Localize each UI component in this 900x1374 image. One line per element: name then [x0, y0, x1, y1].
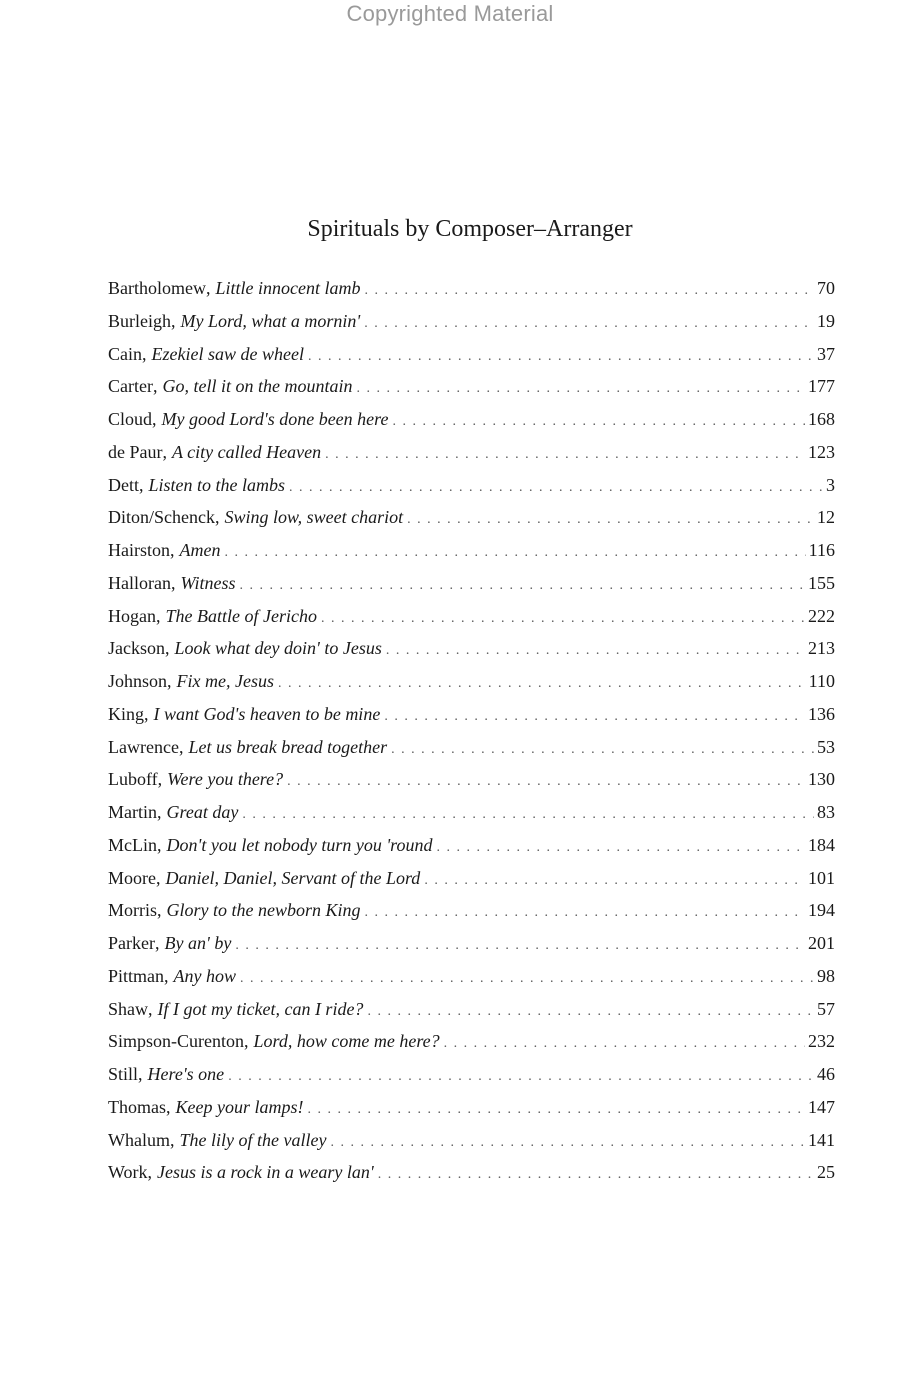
spiritual-title: Swing low, sweet chariot: [224, 507, 404, 528]
separator-comma: ,: [156, 867, 161, 888]
dot-leader: [242, 799, 814, 829]
separator-comma: ,: [205, 278, 211, 298]
dot-leader: [407, 504, 814, 534]
index-entry: [108, 993, 835, 1026]
dot-leader: [278, 668, 806, 698]
composer-name: Hairston: [108, 540, 170, 560]
page-number: 57: [817, 998, 835, 1019]
spiritual-title: Lord, how come me here?: [253, 1031, 440, 1052]
separator-comma: ,: [178, 736, 184, 757]
page-number: 98: [817, 965, 835, 986]
dot-leader: [384, 701, 805, 731]
dot-leader: [325, 439, 805, 469]
separator-comma: ,: [157, 769, 163, 790]
spiritual-title: Amen: [179, 540, 221, 560]
page-number: 184: [808, 834, 835, 855]
spiritual-title: By an' by: [164, 933, 232, 953]
copyright-watermark: Copyrighted Material: [346, 1, 554, 26]
composer-name: Shaw: [108, 998, 148, 1019]
spiritual-title: The lily of the valley: [179, 1129, 327, 1150]
index-entry: [108, 305, 835, 338]
index-entry: [108, 469, 835, 502]
spiritual-title: The Battle of Jericho: [165, 605, 317, 626]
spiritual-title: Jesus is a rock in a weary lan': [157, 1162, 374, 1183]
page-number: 168: [808, 409, 835, 429]
spiritual-title: A city called Heaven: [171, 441, 322, 462]
dot-leader: [356, 373, 805, 403]
index-entry: [108, 1025, 835, 1058]
spiritual-title: Listen to the lambs: [148, 474, 286, 495]
composer-name: Simpson-Curenton: [108, 1031, 245, 1052]
index-entry: [108, 338, 835, 371]
composer-name: King: [108, 703, 144, 724]
index-entry: [108, 436, 835, 469]
separator-comma: ,: [139, 474, 144, 495]
index-entry: [108, 862, 835, 895]
page-number: 116: [808, 540, 835, 560]
spiritual-title: Keep your lamps!: [175, 1096, 304, 1117]
composer-index-list: [108, 272, 835, 1189]
composer-name: Bartholomew: [108, 278, 206, 298]
spiritual-title: If I got my ticket, can I ride?: [157, 998, 364, 1019]
composer-name: Moore: [108, 867, 156, 888]
index-entry: [108, 1058, 835, 1091]
dot-leader: [424, 865, 805, 895]
composer-name: Cloud: [108, 409, 153, 429]
page-number: 147: [808, 1096, 835, 1117]
dot-leader: [364, 275, 814, 305]
spiritual-title: Fix me, Jesus: [176, 671, 274, 691]
page-number: 177: [808, 376, 835, 397]
separator-comma: ,: [170, 540, 175, 560]
dot-leader: [364, 308, 814, 338]
page-number: 136: [808, 703, 835, 724]
composer-name: Halloran: [108, 572, 171, 593]
separator-comma: ,: [169, 1129, 175, 1150]
index-entry: [108, 1156, 835, 1189]
composer-name: Still: [108, 1064, 139, 1084]
composer-name: Lawrence: [108, 736, 179, 757]
index-entry: [108, 665, 835, 698]
dot-leader: [235, 930, 805, 960]
spiritual-title: Let us break bread together: [188, 736, 388, 757]
spiritual-title: Don't you let nobody turn you 'round: [166, 834, 433, 855]
separator-comma: ,: [148, 998, 153, 1019]
dot-leader: [287, 766, 805, 796]
index-entry: [108, 763, 835, 796]
page-number: 232: [808, 1031, 835, 1052]
separator-comma: ,: [154, 933, 160, 953]
composer-name: Diton/Schenck: [108, 507, 215, 528]
spiritual-title: Daniel, Daniel, Servant of the Lord: [165, 867, 421, 888]
page-number: 53: [817, 736, 835, 757]
separator-comma: ,: [164, 965, 169, 986]
dot-leader: [240, 570, 806, 600]
spiritual-title: Any how: [173, 965, 237, 986]
index-entry: [108, 567, 835, 600]
index-entry: [108, 1124, 835, 1157]
page-number: 3: [826, 474, 835, 495]
composer-name: Jackson: [108, 638, 165, 659]
separator-comma: ,: [170, 572, 176, 593]
dot-leader: [289, 472, 823, 502]
spiritual-title: Here's one: [147, 1064, 225, 1084]
page-number: 25: [817, 1162, 835, 1183]
dot-leader: [386, 635, 805, 665]
composer-name: McLin: [108, 834, 157, 855]
page-number: 83: [817, 802, 835, 822]
separator-comma: ,: [157, 900, 162, 921]
dot-leader: [367, 996, 814, 1026]
composer-name: Whalum: [108, 1129, 170, 1150]
separator-comma: ,: [138, 1064, 143, 1084]
composer-name: Work: [108, 1162, 148, 1183]
index-entry: [108, 960, 835, 993]
spiritual-title: Go, tell it on the mountain: [162, 376, 353, 397]
spiritual-title: I want God's heaven to be mine: [153, 703, 381, 724]
page-number: 130: [808, 769, 835, 790]
page-number: 70: [817, 278, 835, 298]
spiritual-title: Were you there?: [167, 769, 284, 790]
index-entry: [108, 370, 835, 403]
page-number: 194: [808, 900, 835, 921]
composer-name: Martin: [108, 802, 157, 822]
page-number: 101: [808, 867, 835, 888]
page-number: 19: [817, 310, 835, 331]
spiritual-title: My good Lord's done been here: [161, 409, 389, 429]
spiritual-title: Look what dey doin' to Jesus: [174, 638, 382, 659]
page-number: 155: [808, 572, 835, 593]
composer-name: Luboff: [108, 769, 158, 790]
spiritual-title: Ezekiel saw de wheel: [151, 343, 304, 364]
index-entry: [108, 796, 835, 829]
dot-leader: [444, 1028, 805, 1058]
index-entry: [108, 600, 835, 633]
index-entry: [108, 698, 835, 731]
index-entry: [108, 501, 835, 534]
separator-comma: ,: [162, 441, 167, 462]
separator-comma: ,: [144, 703, 149, 724]
index-entry: [108, 272, 835, 305]
dot-leader: [365, 897, 806, 927]
spiritual-title: Glory to the newborn King: [166, 900, 361, 921]
dot-leader: [224, 537, 805, 567]
separator-comma: ,: [157, 834, 162, 855]
composer-name: Burleigh: [108, 310, 171, 331]
index-entry: [108, 1091, 835, 1124]
dot-leader: [240, 963, 814, 993]
spiritual-title: Great day: [166, 802, 239, 822]
composer-name: Johnson: [108, 671, 168, 691]
composer-name: Carter: [108, 376, 153, 397]
page-number: 46: [817, 1064, 835, 1084]
dot-leader: [391, 734, 814, 764]
index-entry: [108, 403, 835, 436]
dot-leader: [228, 1061, 814, 1091]
separator-comma: ,: [171, 310, 176, 331]
separator-comma: ,: [244, 1031, 249, 1052]
dot-leader: [308, 341, 814, 371]
separator-comma: ,: [142, 343, 147, 364]
separator-comma: ,: [165, 638, 170, 659]
page-number: 141: [808, 1129, 835, 1150]
dot-leader: [330, 1127, 805, 1157]
separator-comma: ,: [166, 1096, 171, 1117]
page-number: 12: [817, 507, 835, 528]
dot-leader: [378, 1159, 814, 1189]
index-entry: [108, 829, 835, 862]
separator-comma: ,: [152, 409, 157, 429]
composer-name: Pittman: [108, 965, 165, 986]
index-entry: [108, 534, 835, 567]
composer-name: Thomas: [108, 1096, 166, 1117]
page-number: 201: [808, 933, 835, 953]
dot-leader: [307, 1094, 805, 1124]
spiritual-title: Witness: [180, 572, 236, 593]
page-number: 123: [808, 441, 835, 462]
separator-comma: ,: [156, 605, 161, 626]
separator-comma: ,: [167, 671, 172, 691]
index-entry: [108, 927, 835, 960]
dot-leader: [321, 603, 805, 633]
page-title: Spirituals by Composer–Arranger: [307, 216, 633, 242]
page-number: 213: [808, 638, 835, 659]
separator-comma: ,: [147, 1162, 153, 1183]
separator-comma: ,: [214, 507, 220, 528]
composer-name: Hogan: [108, 605, 156, 626]
index-entry: [108, 632, 835, 665]
composer-name: Parker: [108, 933, 155, 953]
page-number: 37: [817, 343, 835, 364]
composer-name: Morris: [108, 900, 157, 921]
dot-leader: [437, 832, 805, 862]
spiritual-title: Little innocent lamb: [215, 278, 361, 298]
composer-name: Cain: [108, 343, 142, 364]
index-entry: [108, 894, 835, 927]
composer-name: de Paur: [108, 441, 163, 462]
separator-comma: ,: [157, 802, 162, 822]
dot-leader: [392, 406, 805, 436]
page-number: 222: [808, 605, 835, 626]
page-number: 110: [808, 671, 835, 691]
spiritual-title: My Lord, what a mornin': [180, 310, 361, 331]
separator-comma: ,: [152, 376, 158, 397]
index-entry: [108, 731, 835, 764]
composer-name: Dett: [108, 474, 139, 495]
